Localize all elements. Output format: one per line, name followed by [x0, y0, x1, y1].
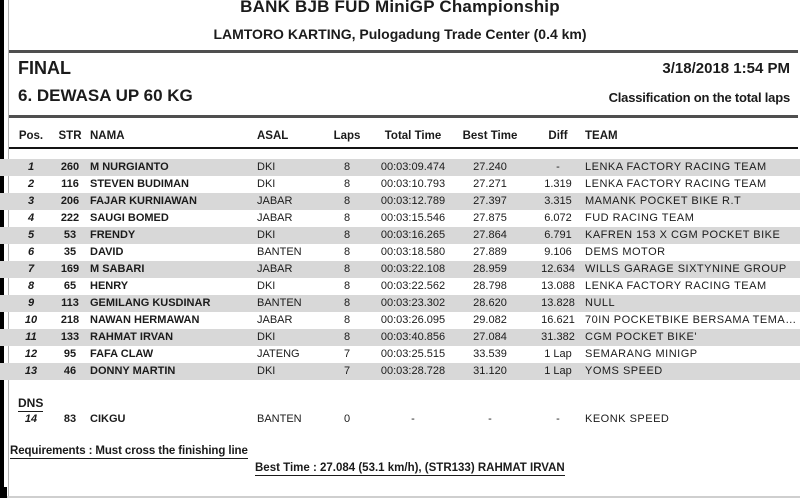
column-header-str: STR — [58, 130, 82, 142]
cell-nama: DAVID — [90, 246, 124, 258]
cell-team: MAMANK POCKET BIKE R.T — [585, 195, 742, 207]
cell-pos: 3 — [27, 195, 35, 207]
cell-pos: 6 — [27, 246, 35, 258]
column-header-total-time: Total Time — [384, 130, 442, 142]
cell-best-time: - — [488, 413, 492, 425]
column-header-best-time: Best Time — [462, 130, 518, 142]
cell-str: 65 — [63, 280, 77, 292]
cell-laps: 8 — [343, 331, 351, 343]
table-row — [0, 159, 800, 176]
cell-best-time: 28.798 — [473, 280, 507, 292]
dns-rows — [0, 411, 800, 428]
cell-pos: 11 — [25, 331, 37, 343]
cell-diff: 1 Lap — [544, 365, 572, 377]
cell-laps: 8 — [343, 212, 351, 224]
cell-best-time: 29.082 — [473, 314, 507, 326]
table-header-underline — [9, 147, 798, 149]
cell-asal: JABAR — [257, 263, 293, 275]
cell-laps: 8 — [343, 314, 351, 326]
cell-str: 260 — [60, 161, 80, 173]
cell-asal: JATENG — [257, 348, 300, 360]
class-category: 6. DEWASA UP 60 KG — [18, 86, 193, 105]
cell-total-time: 00:03:16.265 — [380, 229, 446, 241]
table-row — [0, 411, 800, 428]
table-row — [0, 176, 800, 193]
cell-diff: 6.791 — [544, 229, 572, 241]
cell-team: KAFREN 153 X CGM POCKET BIKE — [585, 229, 781, 241]
cell-asal: JABAR — [257, 195, 293, 207]
cell-str: 206 — [60, 195, 80, 207]
cell-asal: JABAR — [257, 212, 293, 224]
cell-laps: 8 — [343, 229, 351, 241]
cell-pos: 9 — [27, 297, 35, 309]
cell-laps: 8 — [343, 246, 351, 258]
table-row — [0, 329, 800, 346]
dns-section-label: DNS — [18, 396, 44, 410]
cell-total-time: 00:03:15.546 — [380, 212, 446, 224]
cell-best-time: 33.539 — [473, 348, 507, 360]
cell-team: 70IN POCKETBIKE BERSAMA TEMA… — [585, 314, 797, 326]
cell-diff: 1.319 — [544, 178, 572, 190]
requirements-note: Requirements : Must cross the finishing line — [10, 445, 248, 457]
cell-team: SEMARANG MINIGP — [585, 348, 698, 360]
cell-laps: 8 — [343, 195, 351, 207]
cell-nama: NAWAN HERMAWAN — [90, 314, 200, 326]
cell-asal: DKI — [257, 280, 276, 292]
cell-team: YOMS SPEED — [585, 365, 663, 377]
cell-total-time: 00:03:22.562 — [380, 280, 446, 292]
cell-laps: 8 — [343, 263, 351, 275]
cell-nama: STEVEN BUDIMAN — [90, 178, 190, 190]
cell-nama: FRENDY — [90, 229, 136, 241]
column-header-team: TEAM — [585, 130, 618, 142]
cell-diff: 6.072 — [544, 212, 572, 224]
cell-best-time: 27.084 — [473, 331, 507, 343]
table-row — [0, 312, 800, 329]
cell-str: 113 — [61, 297, 79, 309]
cell-best-time: 31.120 — [473, 365, 507, 377]
cell-str: 83 — [63, 413, 77, 425]
cell-nama: FAFA CLAW — [90, 348, 154, 360]
column-header-asal: ASAL — [257, 130, 289, 142]
cell-best-time: 27.889 — [473, 246, 507, 258]
cell-pos: 12 — [24, 348, 38, 360]
cell-total-time: 00:03:10.793 — [380, 178, 446, 190]
cell-total-time: 00:03:09.474 — [380, 161, 446, 173]
table-row — [0, 295, 800, 312]
table-row — [0, 278, 800, 295]
cell-pos: 5 — [27, 229, 35, 241]
cell-diff: - — [556, 161, 560, 173]
cell-team: FUD RACING TEAM — [585, 212, 695, 224]
cell-total-time: 00:03:40.856 — [380, 331, 446, 343]
cell-best-time: 27.864 — [473, 229, 507, 241]
cell-total-time: 00:03:26.095 — [380, 314, 446, 326]
cell-best-time: 28.620 — [473, 297, 507, 309]
cell-pos: 7 — [27, 263, 35, 275]
cell-team: KEONK SPEED — [585, 413, 670, 425]
cell-str: 95 — [63, 348, 77, 360]
cell-pos: 8 — [27, 280, 35, 292]
cell-diff: - — [556, 413, 560, 425]
cell-asal: DKI — [257, 178, 276, 190]
cell-asal: BANTEN — [257, 246, 302, 258]
cell-team: DEMS MOTOR — [585, 246, 666, 258]
column-header-laps: Laps — [333, 130, 361, 142]
cell-team: NULL — [585, 297, 616, 309]
best-time-summary: Best Time : 27.084 (53.1 km/h), (STR133) RAHMAT IRVAN — [255, 462, 565, 474]
cell-str: 169 — [60, 263, 80, 275]
cell-diff: 9.106 — [544, 246, 572, 258]
session-datetime: 3/18/2018 1:54 PM — [662, 60, 790, 77]
cell-diff: 31.382 — [541, 331, 575, 343]
cell-laps: 8 — [343, 280, 351, 292]
cell-str: 116 — [61, 178, 79, 190]
column-header-diff: Diff — [548, 130, 568, 142]
table-row — [0, 193, 800, 210]
table-row — [0, 363, 800, 380]
cell-laps: 0 — [343, 413, 351, 425]
table-row — [0, 346, 800, 363]
cell-diff: 12.634 — [541, 263, 575, 275]
cell-best-time: 27.271 — [473, 178, 507, 190]
cell-laps: 7 — [343, 365, 351, 377]
cell-nama: HENRY — [90, 280, 129, 292]
table-row — [0, 210, 800, 227]
cell-laps: 8 — [343, 297, 351, 309]
table-header-row — [0, 128, 800, 145]
cell-pos: 13 — [24, 365, 38, 377]
cell-best-time: 27.875 — [473, 212, 507, 224]
cell-str: 222 — [60, 212, 80, 224]
cell-str: 218 — [60, 314, 80, 326]
cell-nama: M SABARI — [90, 263, 145, 275]
cell-diff: 1 Lap — [544, 348, 572, 360]
session-label: FINAL — [18, 58, 71, 78]
cell-asal: DKI — [257, 365, 276, 377]
cell-total-time: 00:03:12.789 — [380, 195, 446, 207]
championship-title: BANK BJB FUD MiniGP Championship — [240, 0, 560, 16]
table-row — [0, 227, 800, 244]
cell-nama: SAUGI BOMED — [90, 212, 169, 224]
cell-team: LENKA FACTORY RACING TEAM — [585, 161, 767, 173]
cell-total-time: 00:03:28.728 — [380, 365, 446, 377]
cell-str: 53 — [63, 229, 77, 241]
cell-laps: 8 — [343, 161, 351, 173]
cell-laps: 8 — [343, 178, 351, 190]
cell-pos: 1 — [27, 161, 35, 173]
cell-str: 35 — [63, 246, 77, 258]
cell-nama: CIKGU — [90, 413, 126, 425]
scan-corner-mark — [0, 487, 7, 498]
column-header-pos: Pos. — [18, 130, 44, 142]
cell-str: 133 — [60, 331, 80, 343]
column-header-nama: NAMA — [90, 130, 125, 142]
table-row — [0, 261, 800, 278]
cell-diff: 3.315 — [544, 195, 572, 207]
classification-rows — [0, 159, 800, 380]
cell-pos: 2 — [27, 178, 35, 190]
cell-total-time: 00:03:25.515 — [380, 348, 446, 360]
cell-team: LENKA FACTORY RACING TEAM — [585, 280, 767, 292]
cell-laps: 7 — [343, 348, 351, 360]
cell-asal: DKI — [257, 331, 276, 343]
cell-best-time: 27.397 — [473, 195, 507, 207]
cell-pos: 14 — [24, 413, 38, 425]
cell-best-time: 27.240 — [473, 161, 507, 173]
cell-pos: 4 — [27, 212, 35, 224]
cell-asal: BANTEN — [257, 413, 302, 425]
divider-top — [9, 50, 798, 53]
cell-total-time: 00:03:18.580 — [380, 246, 446, 258]
cell-diff: 16.621 — [541, 314, 575, 326]
cell-total-time: 00:03:23.302 — [380, 297, 446, 309]
cell-total-time: 00:03:22.108 — [380, 263, 446, 275]
cell-asal: DKI — [257, 161, 276, 173]
cell-team: WILLS GARAGE SIXTYNINE GROUP — [585, 263, 787, 275]
table-row — [0, 244, 800, 261]
cell-diff: 13.088 — [541, 280, 575, 292]
cell-nama: FAJAR KURNIAWAN — [90, 195, 197, 207]
cell-pos: 10 — [24, 314, 38, 326]
cell-best-time: 28.959 — [473, 263, 507, 275]
venue-subtitle: LAMTORO KARTING, Pulogadung Trade Center (0.4 km) — [213, 26, 587, 42]
cell-diff: 13.828 — [541, 297, 575, 309]
classification-type: Classification on the total laps — [608, 90, 790, 105]
cell-asal: BANTEN — [257, 297, 302, 309]
cell-asal: JABAR — [257, 314, 293, 326]
cell-total-time: - — [411, 413, 415, 425]
cell-asal: DKI — [257, 229, 276, 241]
cell-nama: RAHMAT IRVAN — [90, 331, 174, 343]
cell-nama: M NURGIANTO — [90, 161, 169, 173]
cell-str: 46 — [63, 365, 77, 377]
cell-team: LENKA FACTORY RACING TEAM — [585, 178, 767, 190]
divider-section — [9, 115, 798, 118]
cell-nama: DONNY MARTIN — [90, 365, 176, 377]
cell-nama: GEMILANG KUSDINAR — [90, 297, 211, 309]
cell-team: CGM POCKET BIKE' — [585, 331, 697, 343]
